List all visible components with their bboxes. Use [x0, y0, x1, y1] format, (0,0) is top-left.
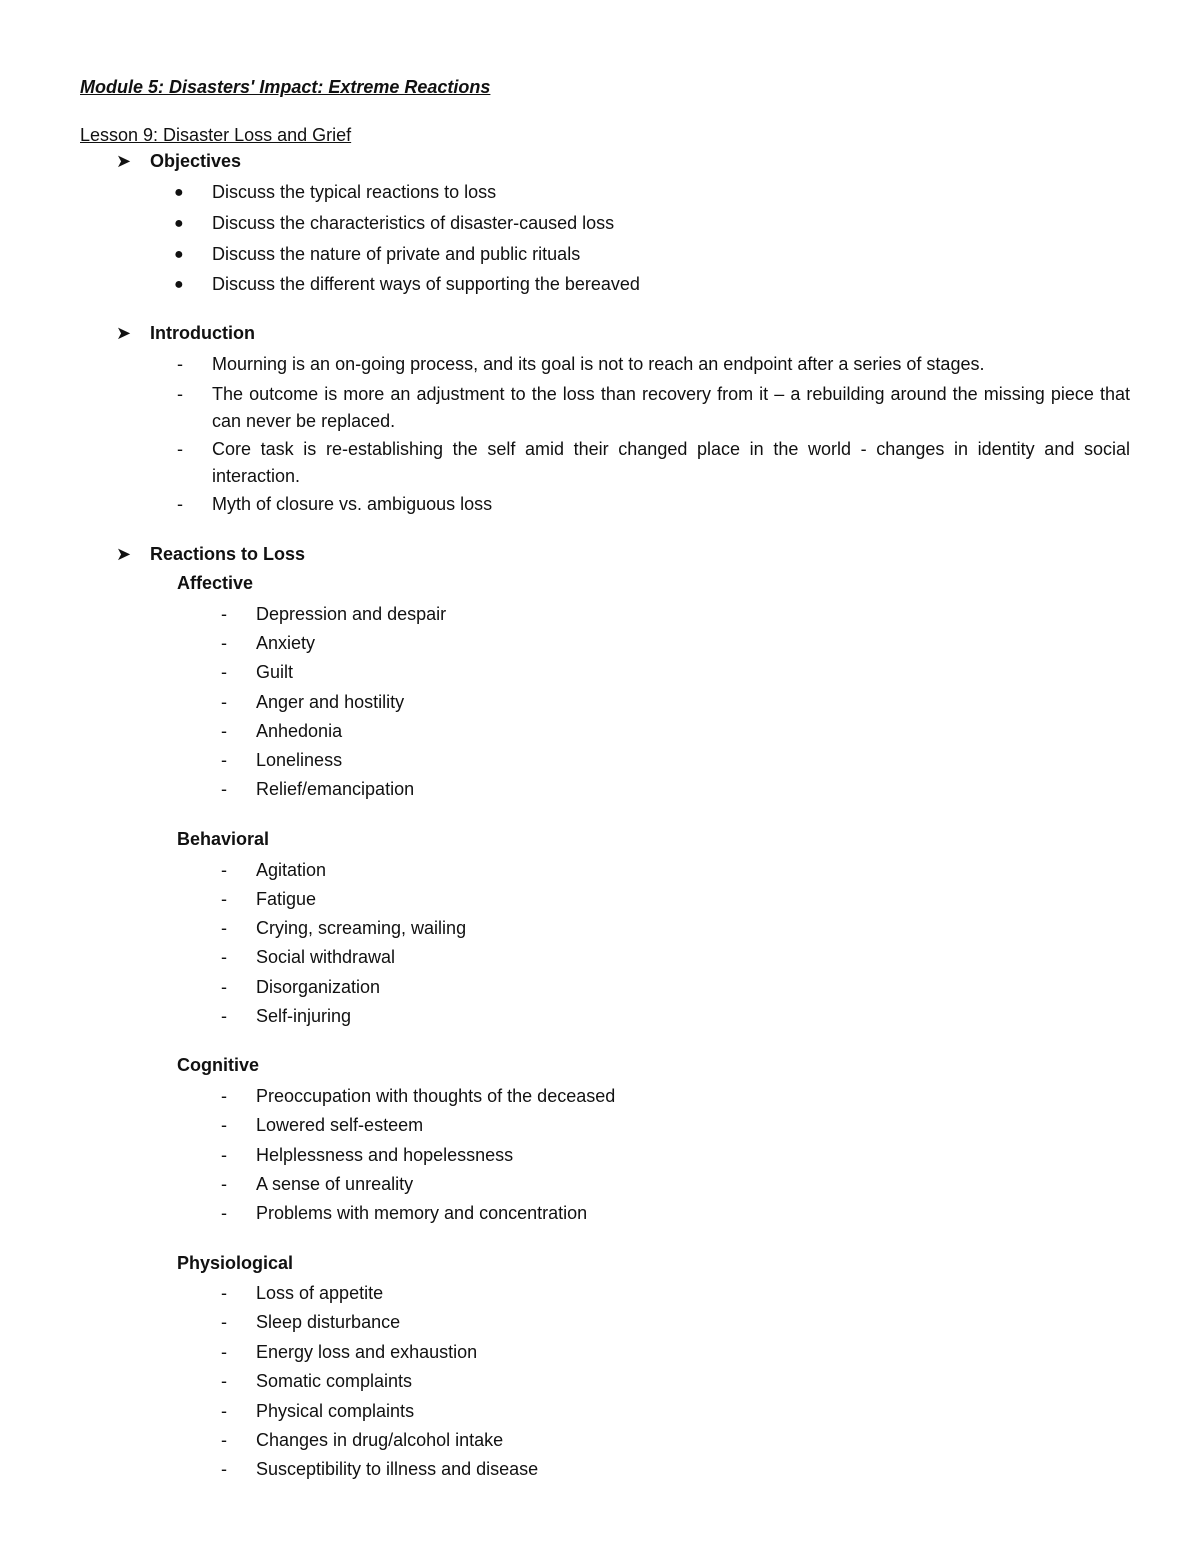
list-item: - Energy loss and exhaustion	[256, 1339, 477, 1366]
list-item: - Fatigue	[256, 886, 316, 913]
dash-bullet-icon: -	[221, 1115, 227, 1135]
dash-bullet-icon: -	[177, 354, 183, 374]
arrowhead-bullet-icon: ➤	[116, 323, 132, 343]
physiological-heading: Physiological	[177, 1253, 294, 1273]
dot-bullet-icon: ●	[174, 215, 184, 232]
dot-bullet-icon: ●	[174, 184, 184, 201]
affective-heading: Affective	[177, 573, 254, 593]
list-item: - Loneliness	[256, 747, 342, 774]
list-item: - Susceptibility to illness and disease	[256, 1456, 538, 1483]
dot-bullet-icon: ●	[174, 276, 184, 293]
list-item: - A sense of unreality	[256, 1171, 413, 1198]
dash-bullet-icon: -	[221, 1145, 227, 1165]
dash-bullet-icon: -	[221, 1174, 227, 1194]
dash-bullet-icon: -	[221, 662, 227, 682]
list-item: ● Discuss the typical reactions to loss	[212, 179, 496, 206]
dash-bullet-icon: -	[221, 1006, 227, 1026]
list-item: - Relief/emancipation	[256, 776, 414, 803]
list-item: - Core task is re-establishing the self amid their changed place in the world - changes in identity and social interaction.	[212, 436, 1130, 490]
list-item: - Loss of appetite	[256, 1280, 383, 1307]
lesson-title: Lesson 9: Disaster Loss and Grief	[80, 125, 352, 145]
dash-bullet-icon: -	[221, 860, 227, 880]
dash-bullet-icon: -	[221, 1203, 227, 1223]
dash-bullet-icon: -	[177, 494, 183, 514]
list-item: - Sleep disturbance	[256, 1309, 400, 1336]
dash-bullet-icon: -	[177, 439, 183, 459]
list-item: ● Discuss the different ways of supporting the bereaved	[212, 271, 640, 298]
dash-bullet-icon: -	[221, 1086, 227, 1106]
list-item: - Depression and despair	[256, 601, 446, 628]
list-item: - Anger and hostility	[256, 689, 404, 716]
objectives-heading: ➤ Objectives	[116, 151, 242, 171]
list-item: - Social withdrawal	[256, 944, 395, 971]
list-item: - Disorganization	[256, 974, 380, 1001]
dash-bullet-icon: -	[221, 918, 227, 938]
dash-bullet-icon: -	[221, 1312, 227, 1332]
behavioral-heading: Behavioral	[177, 829, 270, 849]
dash-bullet-icon: -	[221, 692, 227, 712]
dash-bullet-icon: -	[221, 750, 227, 770]
dash-bullet-icon: -	[221, 604, 227, 624]
dash-bullet-icon: -	[221, 1430, 227, 1450]
list-item: - Myth of closure vs. ambiguous loss	[212, 491, 492, 518]
list-item: - Somatic complaints	[256, 1368, 412, 1395]
list-item: - Lowered self-esteem	[256, 1112, 423, 1139]
list-item: - Mourning is an on-going process, and its goal is not to reach an endpoint after a series of stages.	[212, 351, 984, 378]
list-item: - Crying, screaming, wailing	[256, 915, 466, 942]
arrowhead-bullet-icon: ➤	[116, 151, 132, 171]
list-item: - Guilt	[256, 659, 293, 686]
dash-bullet-icon: -	[221, 1459, 227, 1479]
reactions-heading: ➤ Reactions to Loss	[116, 544, 306, 564]
dash-bullet-icon: -	[221, 721, 227, 741]
dash-bullet-icon: -	[221, 633, 227, 653]
dash-bullet-icon: -	[177, 384, 183, 404]
arrowhead-bullet-icon: ➤	[116, 544, 132, 564]
list-item: - Changes in drug/alcohol intake	[256, 1427, 503, 1454]
list-item: - Anxiety	[256, 630, 315, 657]
list-item: ● Discuss the nature of private and public rituals	[212, 241, 580, 268]
dash-bullet-icon: -	[221, 947, 227, 967]
list-item: ● Discuss the characteristics of disaster-caused loss	[212, 210, 614, 237]
dash-bullet-icon: -	[221, 1371, 227, 1391]
list-item: - Anhedonia	[256, 718, 342, 745]
list-item: - Helplessness and hopelessness	[256, 1142, 513, 1169]
list-item: - Problems with memory and concentration	[256, 1200, 587, 1227]
dash-bullet-icon: -	[221, 1283, 227, 1303]
dash-bullet-icon: -	[221, 977, 227, 997]
list-item: - Preoccupation with thoughts of the deceased	[256, 1083, 615, 1110]
list-item: - The outcome is more an adjustment to the loss than recovery from it – a rebuilding around the missing piece that can never be replaced.	[212, 381, 1130, 435]
dash-bullet-icon: -	[221, 1401, 227, 1421]
dot-bullet-icon: ●	[174, 246, 184, 263]
module-title: Module 5: Disasters' Impact: Extreme Reactions	[80, 77, 491, 97]
list-item: - Self-injuring	[256, 1003, 351, 1030]
list-item: - Agitation	[256, 857, 326, 884]
introduction-heading: ➤ Introduction	[116, 323, 255, 343]
list-item: - Physical complaints	[256, 1398, 414, 1425]
dash-bullet-icon: -	[221, 779, 227, 799]
dash-bullet-icon: -	[221, 1342, 227, 1362]
cognitive-heading: Cognitive	[177, 1055, 260, 1075]
dash-bullet-icon: -	[221, 889, 227, 909]
